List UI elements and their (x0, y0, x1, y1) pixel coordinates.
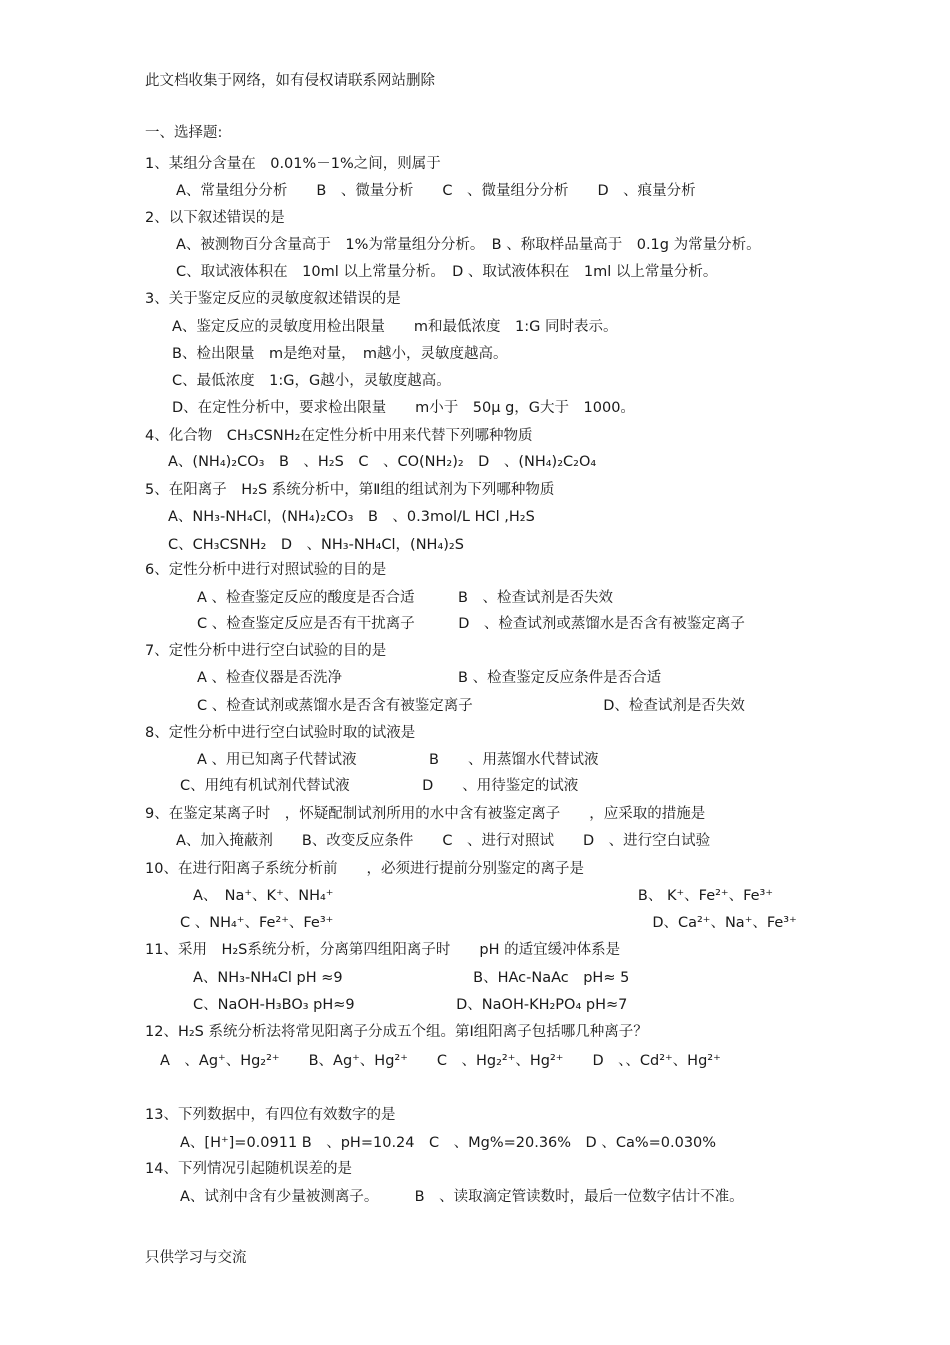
question-8-options-2: C、用纯有机试剂代替试液 D 、用待鉴定的试液 (180, 778, 579, 794)
question-13-options: A、[H⁺]=0.0911 B 、pH=10.24 C 、Mg%=20.36% D 、Ca%=0.030% (180, 1135, 717, 1151)
question-8: 8、定性分析中进行空白试验时取的试液是 (145, 725, 416, 741)
question-9: 9、在鉴定某离子时 ，怀疑配制试剂所用的水中含有被鉴定离子 ，应采取的措施是 (145, 806, 706, 822)
question-14: 14、下列情况引起随机误差的是 (145, 1161, 352, 1177)
question-10-options-1: A、 Na⁺、K⁺、NH₄⁺ B、 K⁺、Fe²⁺、Fe³⁺ (193, 888, 774, 904)
question-8-options-1: A 、用已知离子代替试液 B 、用蒸馏水代替试液 (197, 752, 599, 768)
question-3-option-b: B、检出限量 m是绝对量， m越小，灵敏度越高。 (172, 346, 508, 362)
question-6: 6、定性分析中进行对照试验的目的是 (145, 562, 387, 578)
question-6-options-2: C 、检查鉴定反应是否有干扰离子 D 、检查试剂或蒸馏水是否含有被鉴定离子 (197, 616, 745, 632)
question-10-options-2: C 、NH₄⁺、Fe²⁺、Fe³⁺ D、Ca²⁺、Na⁺、Fe³⁺ (180, 915, 797, 931)
question-13: 13、下列数据中，有四位有效数字的是 (145, 1107, 396, 1123)
question-2-options-1: A、被测物百分含量高于 1%为常量组分分析。 B 、称取样品量高于 0.1g 为常量分析。 (176, 237, 761, 253)
question-3-option-a: A、鉴定反应的灵敏度用检出限量 m和最低浓度 1:G 同时表示。 (172, 319, 618, 335)
question-4-options: A、(NH₄)₂CO₃ B 、H₂S C 、CO(NH₂)₂ D 、(NH₄)₂C₂O₄ (168, 454, 597, 470)
question-3: 3、关于鉴定反应的灵敏度叙述错误的是 (145, 291, 401, 307)
footer-text: 只供学习与交流 (145, 1250, 247, 1266)
question-5-options-2: C、CH₃CSNH₂ D 、NH₃-NH₄Cl，(NH₄)₂S (168, 537, 464, 553)
question-3-option-c: C、最低浓度 1:G，G越小，灵敏度越高。 (172, 373, 451, 389)
question-6-options-1: A 、检查鉴定反应的酸度是否合适 B 、检查试剂是否失效 (197, 590, 613, 606)
question-12: 12、H₂S 系统分析法将常见阳离子分成五个组。第Ⅰ组阳离子包括哪几种离子？ (145, 1024, 648, 1040)
question-5-options-1: A、NH₃-NH₄Cl，(NH₄)₂CO₃ B 、0.3mol/L HCl ,H₂S (168, 509, 535, 525)
header-notice: 此文档收集于网络，如有侵权请联系网站删除 (145, 73, 435, 89)
question-9-options: A、加入掩蔽剂 B、改变反应条件 C 、进行对照试 D 、进行空白试验 (176, 833, 711, 849)
question-2-options-2: C、取试液体积在 10ml 以上常量分析。 D 、取试液体积在 1ml 以上常量分析。 (176, 264, 718, 280)
question-2: 2、以下叙述错误的是 (145, 210, 285, 226)
question-11-options-2: C、NaOH-H₃BO₃ pH≈9 D、NaOH-KH₂PO₄ pH≈7 (193, 997, 628, 1013)
question-7: 7、定性分析中进行空白试验的目的是 (145, 643, 387, 659)
question-7-options-1: A 、检查仪器是否洗净 B 、检查鉴定反应条件是否合适 (197, 670, 662, 686)
question-5: 5、在阳离子 H₂S 系统分析中，第Ⅱ组的组试剂为下列哪种物质 (145, 482, 555, 498)
section-title: 一、选择题: (145, 125, 223, 141)
question-1: 1、某组分含量在 0.01%－1%之间，则属于 (145, 156, 441, 172)
question-11-options-1: A、NH₃-NH₄Cl pH ≈9 B、HAc-NaAc pH≈ 5 (193, 970, 630, 986)
question-4: 4、化合物 CH₃CSNH₂在定性分析中用来代替下列哪种物质 (145, 428, 533, 444)
question-10: 10、在进行阳离子系统分析前 ，必须进行提前分别鉴定的离子是 (145, 861, 584, 877)
question-11: 11、采用 H₂S系统分析，分离第四组阳离子时 pH 的适宜缓冲体系是 (145, 942, 621, 958)
question-3-option-d: D、在定性分析中，要求检出限量 m小于 50μ g，G大于 1000。 (172, 400, 635, 416)
question-14-options: A、试剂中含有少量被测离子。 B 、读取滴定管读数时，最后一位数字估计不准。 (180, 1189, 744, 1205)
question-12-options: A 、Ag⁺、Hg₂²⁺ B、Ag⁺、Hg²⁺ C 、Hg₂²⁺、Hg²⁺ D 、、Cd²⁺、Hg²⁺ (160, 1053, 721, 1069)
question-1-options: A、常量组分分析 B 、微量分析 C 、微量组分分析 D 、痕量分析 (176, 183, 696, 199)
question-7-options-2: C 、检查试剂或蒸馏水是否含有被鉴定离子 D、检查试剂是否失效 (197, 698, 745, 714)
